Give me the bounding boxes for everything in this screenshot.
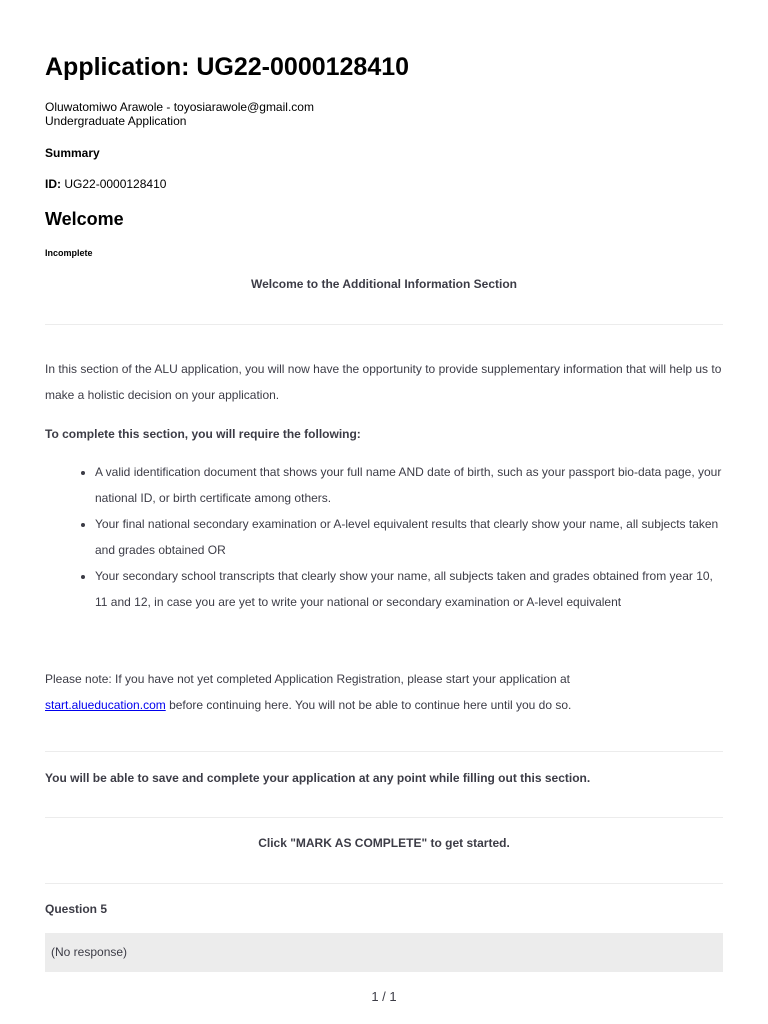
requirements-heading: To complete this section, you will require the following: bbox=[45, 427, 361, 441]
note-text-after: before continuing here. You will not be able to continue here until you do so. bbox=[165, 698, 572, 712]
divider bbox=[45, 324, 723, 325]
list-item: • A valid identification document that shows your full name AND date of birth, such as your passport bio-data page, your national ID, or birth certificate among others. bbox=[95, 459, 723, 511]
save-note: You will be able to save and complete your application at any point while filling out this section. bbox=[45, 771, 591, 785]
id-value: UG22-0000128410 bbox=[64, 177, 167, 191]
applicant-info bbox=[45, 100, 314, 128]
section-title: Welcome bbox=[45, 209, 124, 229]
divider bbox=[45, 817, 723, 818]
id-label: ID: bbox=[45, 177, 61, 191]
divider bbox=[45, 751, 723, 752]
registration-note bbox=[45, 666, 723, 718]
question-response: (No response) bbox=[45, 933, 723, 972]
status-badge: Incomplete bbox=[45, 248, 93, 258]
application-type: Undergraduate Application bbox=[45, 114, 187, 128]
list-item: • Your final national secondary examination or A-level equivalent results that clearly show your name, all subjects taken and grades obtained OR bbox=[95, 511, 723, 563]
application-id bbox=[45, 177, 166, 191]
page-title: Application: UG22-0000128410 bbox=[45, 53, 410, 81]
list-item: • Your secondary school transcripts that clearly show your name, all subjects taken and grades obtained from year 10, 11 and 12, in case you are yet to write your national or secondary examination or A-level equivalent bbox=[95, 563, 723, 615]
divider bbox=[45, 883, 723, 884]
get-started-instruction: Click "MARK AS COMPLETE" to get started. bbox=[258, 836, 510, 850]
intro-paragraph: In this section of the ALU application, you will now have the opportunity to provide supplementary information that will help us to make a holistic decision on your application. bbox=[45, 362, 722, 402]
question-label: Question 5 bbox=[45, 902, 108, 916]
requirements-list bbox=[45, 459, 723, 615]
section-heading: Welcome to the Additional Information Section bbox=[250, 277, 517, 291]
applicant-name-email: Oluwatomiwo Arawole - toyosiarawole@gmail.com bbox=[45, 100, 314, 114]
start-application-link[interactable]: start.alueducation.com bbox=[45, 698, 166, 712]
note-text-before: Please note: If you have not yet completed Application Registration, please start your application at bbox=[45, 672, 570, 686]
summary-label: Summary bbox=[45, 146, 100, 160]
page-number: 1 / 1 bbox=[371, 989, 397, 1004]
